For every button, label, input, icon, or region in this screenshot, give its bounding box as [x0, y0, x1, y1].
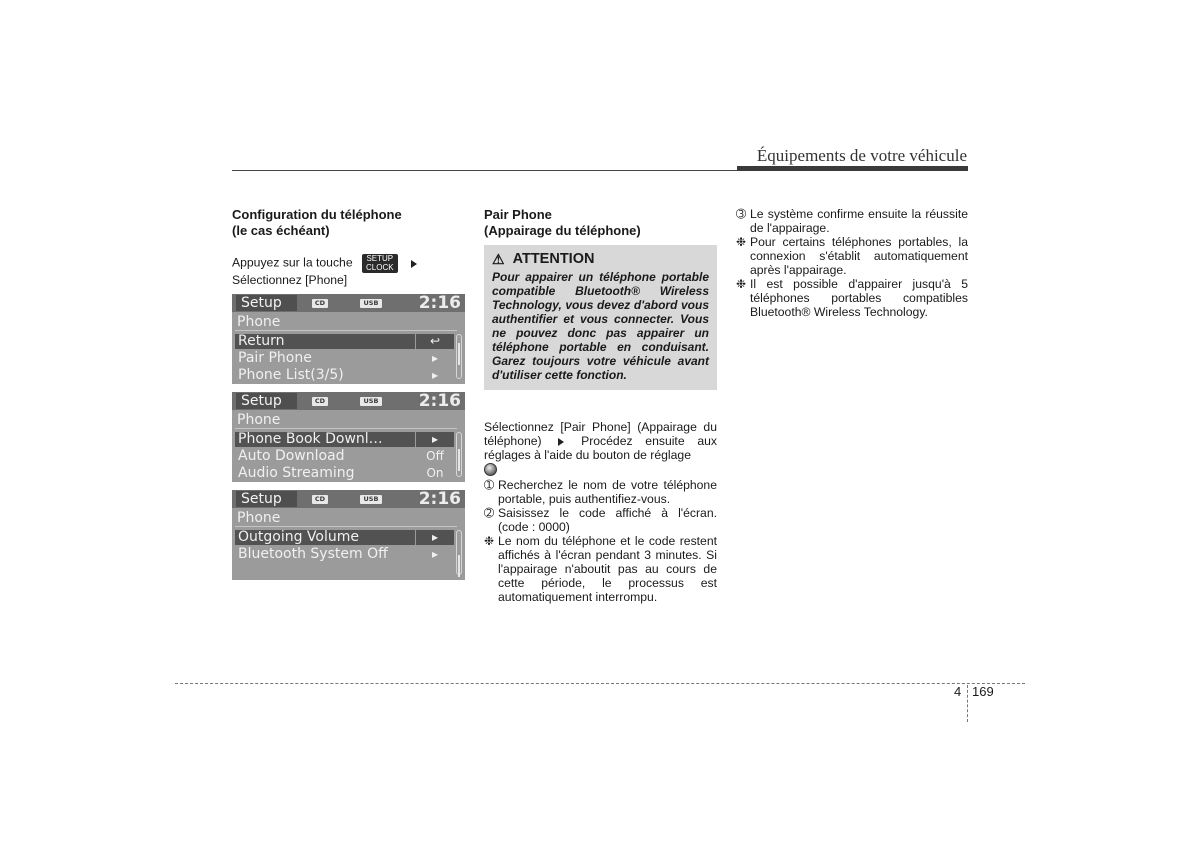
chevron-right-icon: ▸ — [431, 547, 439, 561]
menu-title: Phone — [237, 510, 281, 526]
column-1 — [232, 207, 465, 287]
scroll-thumb[interactable] — [458, 449, 460, 471]
heading-line-2: (Appairage du téléphone) — [484, 222, 641, 238]
menu-item-return[interactable]: Return — [235, 334, 415, 349]
heading-line-1: Configuration du téléphone — [232, 207, 402, 222]
para-text: Sélectionnez [Pair Phone] (Appairage du téléphone) — [484, 420, 717, 448]
list-item-text: Le nom du téléphone et le code restent affichés à l'écran pendant 3 minutes. Si l'appairage n'aboutit pas au cours de cette période, le processus est automatiquement interrompu. — [498, 534, 717, 605]
chevron-right-icon: ▸ — [431, 351, 439, 365]
intro-text: Appuyez sur la touche — [232, 255, 353, 270]
column-3 — [736, 207, 968, 319]
lcd-screen-3 — [232, 490, 465, 580]
pair-phone-paragraph — [484, 420, 717, 476]
scrollbar[interactable] — [456, 530, 462, 575]
divider — [235, 428, 457, 429]
divider — [235, 526, 457, 527]
arrow-right-icon — [411, 260, 417, 268]
arrow-right-icon — [558, 438, 564, 446]
lcd-screen-1 — [232, 294, 465, 384]
clock: 2:16 — [418, 490, 461, 509]
menu-item-audio-streaming[interactable]: Audio Streaming — [238, 466, 355, 481]
chevron-right-icon: ▸ — [416, 530, 454, 545]
mode-label: Setup — [236, 491, 297, 507]
divider — [235, 330, 457, 331]
tune-knob-icon — [484, 463, 497, 476]
heading-line-1: Pair Phone — [484, 207, 552, 222]
list-item — [484, 506, 717, 534]
chevron-right-icon: ▸ — [431, 368, 439, 382]
intro-paragraph — [232, 254, 465, 287]
column-2 — [484, 207, 717, 604]
mode-label: Setup — [236, 393, 297, 409]
footer-divider — [175, 683, 1025, 684]
header-bar — [737, 166, 968, 171]
heading-line-2: (le cas échéant) — [232, 222, 330, 238]
usb-badge: USB — [360, 299, 382, 308]
menu-item-auto-download[interactable]: Auto Download — [238, 449, 345, 464]
section-heading-pair-phone — [484, 207, 717, 238]
note-marker: ❉ — [484, 534, 495, 549]
step-2-marker: ➁ — [484, 506, 495, 521]
list-item-text: Il est possible d'appairer jusqu'à 5 téléphones portables compatibles Bluetooth® Wireless Technology. — [750, 277, 968, 319]
list-item — [736, 235, 968, 277]
key-label-clock: CLOCK — [366, 262, 394, 272]
menu-item-bluetooth-system-off[interactable]: Bluetooth System Off — [238, 547, 388, 562]
audio-streaming-value: On — [426, 466, 444, 480]
section-heading-phone-setup — [232, 207, 465, 238]
key-label-setup: SETUP — [366, 254, 394, 263]
list-item — [484, 478, 717, 506]
page-number: 169 — [972, 684, 994, 699]
attention-title-text: ATTENTION — [512, 251, 595, 267]
menu-item-phone-list[interactable]: Phone List(3/5) — [238, 368, 344, 383]
auto-download-value: Off — [426, 449, 444, 463]
menu-item-outgoing-volume[interactable]: Outgoing Volume — [235, 530, 415, 545]
menu-item-pair-phone[interactable]: Pair Phone — [238, 351, 312, 366]
return-icon: ↩ — [416, 334, 454, 349]
scroll-thumb[interactable] — [458, 555, 460, 577]
scroll-thumb[interactable] — [458, 343, 460, 365]
para-text-2: Procédez ensuite aux réglages à l'aide du bouton de réglage — [484, 434, 717, 462]
cd-badge: CD — [312, 495, 328, 504]
footer-vertical-divider — [967, 685, 968, 722]
clock: 2:16 — [418, 392, 461, 411]
usb-badge: USB — [360, 495, 382, 504]
list-item — [736, 277, 968, 319]
list-item — [484, 534, 717, 604]
menu-item-phone-book-download[interactable]: Phone Book Downl… — [235, 432, 415, 447]
note-marker: ❉ — [736, 277, 747, 291]
lcd-screen-2 — [232, 392, 465, 482]
list-item-text: Recherchez le nom de votre téléphone portable, puis authentifiez-vous. — [498, 478, 717, 507]
list-item — [736, 207, 968, 235]
note-marker: ❉ — [736, 235, 747, 249]
scrollbar[interactable] — [456, 334, 462, 379]
attention-title — [492, 252, 709, 266]
attention-text: Pour appairer un téléphone portable compatible Bluetooth® Wireless Technology, vous devez d'abord vous authentifier et vous connecter. Vous ne pouvez donc pas appairer un téléphone portable en conduisant. Garez toujours votre véhicule avant d'utiliser cette fonction. — [492, 270, 709, 382]
step-1-marker: ➀ — [484, 478, 495, 493]
intro-text-2: Sélectionnez [Phone] — [232, 273, 348, 287]
clock: 2:16 — [418, 294, 461, 313]
page-header-title: Équipements de votre véhicule — [756, 146, 967, 165]
step-3-marker: ➂ — [736, 207, 747, 221]
attention-box — [484, 245, 717, 390]
menu-title: Phone — [237, 412, 281, 428]
chapter-number: 4 — [954, 684, 962, 699]
list-item-text: Pour certains téléphones portables, la connexion s'établit automatiquement après l'appairage. — [750, 235, 968, 277]
list-item-text: Saisissez le code affiché à l'écran. (code : 0000) — [498, 506, 717, 535]
setup-clock-key-icon — [362, 254, 398, 273]
mode-label: Setup — [236, 295, 297, 311]
cd-badge: CD — [312, 397, 328, 406]
menu-title: Phone — [237, 314, 281, 330]
usb-badge: USB — [360, 397, 382, 406]
scrollbar[interactable] — [456, 432, 462, 477]
list-item-text: Le système confirme ensuite la réussite de l'appairage. — [750, 207, 968, 235]
header-rule — [232, 170, 737, 171]
cd-badge: CD — [312, 299, 328, 308]
chevron-right-icon: ▸ — [416, 432, 454, 447]
warning-icon: ⚠ — [492, 251, 505, 267]
